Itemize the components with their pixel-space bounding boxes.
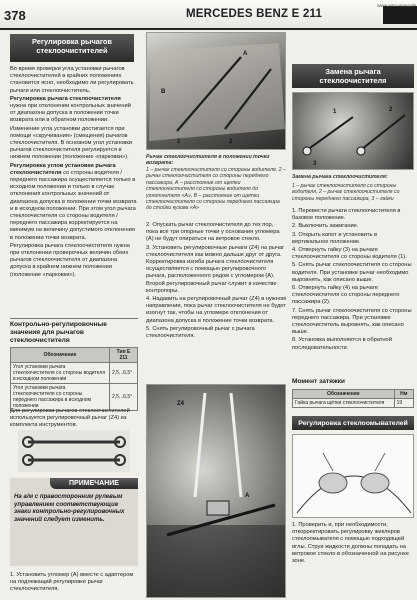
book-title: MERCEDES BENZ E 211 — [186, 8, 323, 20]
right-steps — [292, 208, 414, 370]
fig2-label-z4: Z4 — [177, 401, 185, 407]
step-r2: 2. Выключить зажигание. — [292, 223, 359, 230]
photo-wiper-arm-nuts — [292, 92, 414, 170]
fig1-label-2: 2 — [229, 139, 233, 145]
table-row — [11, 363, 138, 384]
chapter-tab — [383, 6, 417, 24]
paragraph-3 — [10, 163, 138, 242]
section-title-wiper-arm-adjust: Регулировка рычагов стеклоочистителей — [10, 34, 134, 62]
fig3-legend: 1 – рычаг стеклоочистителя со стороны водителя, 2 – рычаг стеклоочистителя со стороны переднего пассажира, 3 – гайки — [292, 183, 400, 202]
section-title-wiper-arm-replace: Замена рычага стеклоочистителя — [292, 64, 414, 88]
fig3-label-1: 1 — [333, 109, 337, 115]
paragraph-2: Изменение угла установки достигается при помощи «скручивания» (смещения) рычагов стеклоочистителя. В основном угол установки рычагов стеклоочистителя регулируется в нижнем положении (положение «парковки»). — [10, 125, 133, 161]
step-4: 4. Надавить на регулировочный рычаг (Z4) в нужном направлении, пока рычаг стеклоочистителя не будет изогнут так, чтобы на угломере отклонения от диапазона допуска в положение точки возврата. — [146, 296, 286, 324]
table-row — [293, 399, 414, 408]
section-title-washer-adjust: Регулировка стеклоомывателей — [292, 416, 414, 430]
step-r5: 5. Снять рычаг стеклоочистителя со стороны водителя. При установке рычаг необходимо выровнять, как описано выше. — [292, 262, 412, 283]
step-2: 2. Опускать рычаг стеклоочистителя до тех пор, пока все три опорные точки у основания угломера (А) не будут опираться на ветровое стекло. — [146, 222, 280, 243]
torque-header-name: Обозначение — [293, 390, 395, 399]
table-row — [11, 384, 138, 411]
adjusting-lever-tool-illustration — [14, 428, 134, 474]
fig3-caption: Замена рычага стеклоочистителя: — [292, 174, 388, 180]
table-cell: Гайка рычага щётки стеклоочистителя — [293, 399, 395, 408]
step-r3: 3. Открыть капот и установить в вертикальное положение. — [292, 231, 378, 245]
step-5: 5. Снять регулировочный рычаг с рычага стеклоочистителя. — [146, 325, 255, 340]
table-header-type: Тип E 211 — [110, 348, 138, 363]
fig2-label-a: A — [245, 493, 250, 499]
step-r4: 4. Отвернуть гайку (3) на рычаге стеклоочистителя со стороны водителя (1). — [292, 247, 407, 261]
table-cell: Угол установки рычага стеклоочистителя со стороны водителя в исходном положении — [11, 363, 110, 384]
table-cell: 2,5...6,5° — [110, 363, 138, 384]
fig1-legend: 1 – рычаг стеклоочистителя со стороны водителя, 2 – рычаг стеклоочистителя со стороны переднего пассажира, А – расстояние от щетки стеклоочистителя со стороны водителя до уплотнителя «А», В – расстояние от щетки стеклоочистителя со стороны переднего пассажира до стойки кузова «А» — [146, 167, 286, 212]
step-r6: 6. Отвернуть гайку (4) на рычаге стеклоочистителя со стороны переднего пассажира (2). — [292, 285, 400, 306]
paragraph-3-lead: Регулировка углов установки рычага стеклоочистителя — [10, 162, 116, 176]
step-r8: 8. Установка выполняется в обратной последовательности. — [292, 337, 392, 351]
middle-steps — [146, 222, 286, 382]
table-cell: 19 — [394, 399, 413, 408]
adjust-values-table — [10, 347, 138, 411]
watermark: www.auto-manuals — [377, 3, 416, 8]
photo-windshield-wipers — [146, 32, 286, 150]
adjusting-tool-photo-icon — [147, 385, 286, 598]
fig1-label-b: B — [161, 89, 166, 95]
paragraph-1-body: нужна при отклонении контрольных значений от диапазона допуска в положении точки возврата или в обратном положении. — [10, 103, 131, 124]
intro-paragraph: Во время проверки угла установки рычагов стеклоочистителей в крайних положениях становится ясно, необходимо ли регулировать рычаги или стеклоочиститель. — [10, 66, 134, 94]
step-r7: 7. Снять рычаг стеклоочистителя со стороны переднего пассажира. При установке стеклоочиститель выровнять, как описано выше. — [292, 307, 412, 336]
paragraph-3-body: со стороны водителя / переднего пассажира осуществляется только в исходном положении и только в случае отклонения контрольных значений от диапазона допуска в положении точки возврата и в исходном положении. При этом угол рычага стеклоочистителя со стороны водителя / переднего пассажира корректируется на минимум на величину допустимого отклонения в положении точки возврата. — [10, 169, 137, 241]
note-text: На а/м с правосторонним рулевым управлением соответствующие знаки контрольно-регулировочных значений следует изменить. — [14, 493, 125, 523]
torque-title: Момент затяжки — [292, 378, 345, 385]
table-header-name: Обозначение — [11, 348, 110, 363]
torque-table — [292, 389, 414, 408]
torque-header-value: Нм — [394, 390, 413, 399]
photo-adjusting-tool — [146, 384, 286, 598]
page-number: 378 — [4, 8, 26, 23]
fig1-label-1: 1 — [177, 139, 181, 145]
note-title: ПРИМЕЧАНИЕ — [50, 478, 138, 489]
step-r1: 1. Перевести рычаги стеклоочистителя в базовое положение. — [292, 208, 401, 222]
windshield-photo-icon — [147, 33, 286, 150]
left-body-text — [10, 66, 138, 296]
fig1-caption: Рычаг стеклоочистителя в положении точки возврата: — [146, 154, 270, 167]
washer-step-1: 1. Проверить и, при необходимости, откорректировать регулировку жиклеров стеклоомывателя с помощью подходящей иглы. Струи жидкости должны попадать на ветровое стекло в обозначенной на рисунке зоне. — [292, 522, 409, 565]
tool-icon — [14, 428, 134, 474]
paragraph-1 — [10, 96, 138, 125]
table-cell: Угол установки рычага стеклоочистителя со стороны переднего пассажира в исходном положении — [11, 384, 110, 411]
fig3-label-3: 3 — [313, 161, 317, 167]
fig1-label-a: A — [243, 51, 248, 57]
step-1: 1. Установить угломер (А) вместе с адаптером на подлежащий регулировке рычаг стеклоочистителя. — [10, 572, 134, 593]
wiper-nut-photo-icon — [293, 93, 414, 170]
divider — [10, 318, 138, 319]
washer-spray-diagram — [292, 434, 414, 518]
paragraph-4: Регулировка рычага стеклоочистителя нужна при отклонении проверочных величин обеих рычагов стеклоочистителя от диапазона допуска в крайнем нижнем положении (положение «парковки»). — [10, 242, 130, 278]
note-box — [10, 478, 138, 566]
paragraph-1-lead: Регулировка рычага стеклоочистителя — [10, 95, 121, 102]
table-title: Контрольно-регулировочные значения для рычагов стеклоочистителя — [10, 321, 107, 344]
step-3: 3. Установить регулировочные рычаги (Z4) на рычаг стеклоочистителя как можно дальше друг от друга. Корректировка изгиба рычага стеклоочистителя осуществляется с помощью регулировочного рычага, расположенного рядом с угломером (А). Второй регулировочный рычаг служит в качестве контропоры. — [146, 244, 285, 294]
table-cell: 2,5...6,5° — [110, 384, 138, 411]
fig3-label-2: 2 — [389, 107, 393, 113]
tool-note: Для регулировки рычагов стеклоочистителей используется регулировочный рычаг (Z4) из комплекта инструментов. — [10, 408, 130, 429]
washer-diagram-icon — [293, 435, 415, 519]
